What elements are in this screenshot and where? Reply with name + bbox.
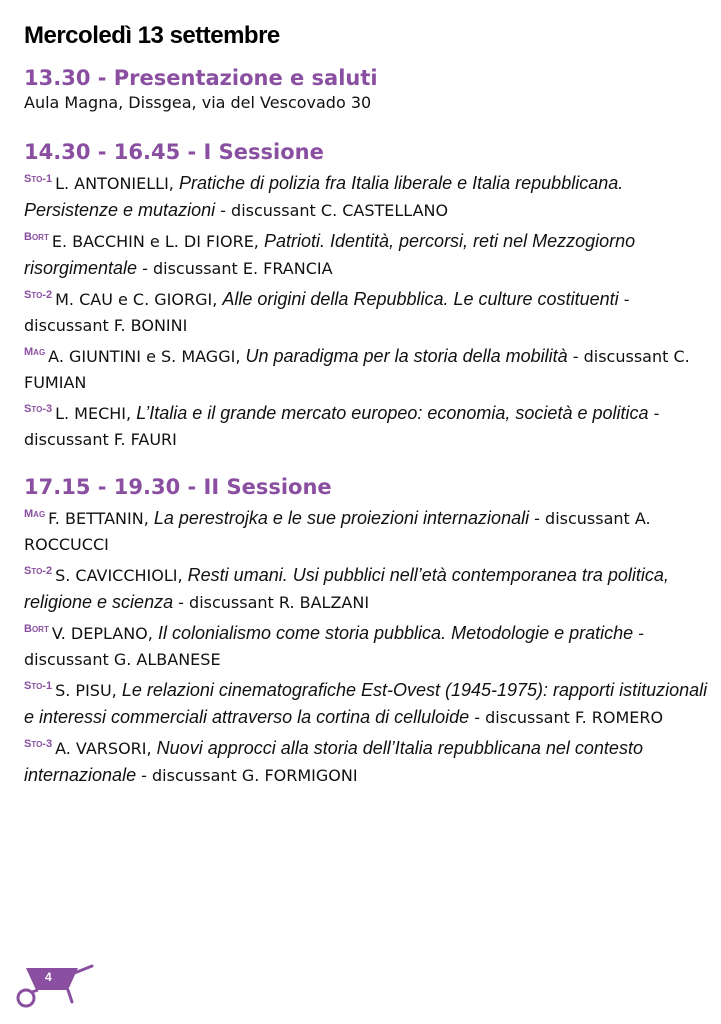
item-discussant: - discussant R. BALZANI	[173, 593, 370, 612]
page-number: 4	[45, 970, 52, 984]
item-discussant: - discussant C. CASTELLANO	[215, 201, 449, 220]
item-authors: L. ANTONIELLI,	[55, 174, 179, 193]
item-title: Resti umani. Usi pubblici nell’età contemporanea tra politica, religione e scienza	[24, 565, 669, 612]
session-1-header: 14.30 - 16.45 - I Sessione	[24, 140, 324, 164]
item-authors: E. BACCHIN e L. DI FIORE,	[51, 232, 264, 251]
session-2-header: 17.15 - 19.30 - II Sessione	[24, 475, 332, 499]
session-item	[24, 731, 709, 789]
session-1	[24, 138, 709, 453]
track-tag: Sto-1	[24, 680, 53, 692]
item-title: Alle origini della Repubblica. Le culture costituenti	[222, 289, 619, 309]
item-title: Patrioti. Identità, percorsi, reti nel Mezzogiorno risorgimentale	[24, 231, 636, 278]
session-2-items	[24, 501, 709, 789]
item-discussant: - discussant G. ALBANESE	[24, 624, 645, 669]
item-discussant: - discussant C. FUMIAN	[24, 347, 690, 392]
session-item	[24, 339, 709, 396]
item-discussant: - discussant F. FAURI	[24, 404, 660, 449]
item-authors: L. MECHI,	[55, 404, 137, 423]
item-authors: A. GIUNTINI e S. MAGGI,	[48, 347, 246, 366]
item-title: Pratiche di polizia fra Italia liberale e Italia repubblicana. Persistenze e mutazioni	[24, 173, 624, 220]
session-item	[24, 224, 709, 282]
item-authors: F. BETTANIN,	[48, 509, 154, 528]
item-authors: S. PISU,	[55, 681, 122, 700]
session-item	[24, 501, 709, 558]
track-tag: Sto-3	[24, 403, 53, 415]
day-title: Mercoledì 13 settembre	[24, 22, 280, 49]
track-tag: Mag	[24, 508, 46, 520]
item-discussant: - discussant A. ROCCUCCI	[24, 509, 651, 554]
program-page	[24, 22, 709, 809]
session-item	[24, 673, 709, 731]
item-title: Il colonialismo come storia pubblica. Metodologie e pratiche	[157, 623, 634, 643]
item-authors: V. DEPLANO,	[51, 624, 158, 643]
wheelbarrow-icon	[12, 962, 97, 1010]
session-item	[24, 166, 709, 224]
track-tag: Mag	[24, 346, 46, 358]
item-discussant: - discussant G. FORMIGONI	[136, 766, 358, 785]
track-tag: Bort	[24, 623, 49, 635]
track-tag: Sto-1	[24, 173, 53, 185]
session-item	[24, 616, 709, 673]
item-title: L’Italia e il grande mercato europeo: economia, società e politica	[136, 403, 649, 423]
item-discussant: - discussant E. FRANCIA	[137, 259, 333, 278]
page-footer	[12, 962, 97, 1010]
item-title: La perestrojka e le sue proiezioni internazionali	[153, 508, 530, 528]
opening-block	[24, 64, 709, 114]
item-authors: S. CAVICCHIOLI,	[55, 566, 188, 585]
track-tag: Bort	[24, 231, 49, 243]
item-discussant: - discussant F. BONINI	[24, 290, 630, 335]
opening-location: Aula Magna, Dissgea, via del Vescovado 30	[24, 93, 372, 112]
item-discussant: - discussant F. ROMERO	[469, 708, 664, 727]
item-title: Un paradigma per la storia della mobilità	[245, 346, 568, 366]
session-item	[24, 558, 709, 616]
track-tag: Sto-3	[24, 738, 53, 750]
item-title: Nuovi approcci alla storia dell’Italia repubblicana nel contesto internazionale	[24, 738, 643, 785]
item-title: Le relazioni cinematografiche Est-Ovest (1945-1975): rapporti istituzionali e interessi commerciali attraverso la cortina di celluloide	[24, 680, 708, 727]
opening-time-title: 13.30 - Presentazione e saluti	[24, 66, 378, 90]
session-1-items	[24, 166, 709, 453]
item-authors: A. VARSORI,	[55, 739, 157, 758]
track-tag: Sto-2	[24, 289, 53, 301]
track-tag: Sto-2	[24, 565, 53, 577]
session-item	[24, 282, 709, 339]
session-item	[24, 396, 709, 453]
item-authors: M. CAU e C. GIORGI,	[55, 290, 223, 309]
session-2	[24, 473, 709, 789]
